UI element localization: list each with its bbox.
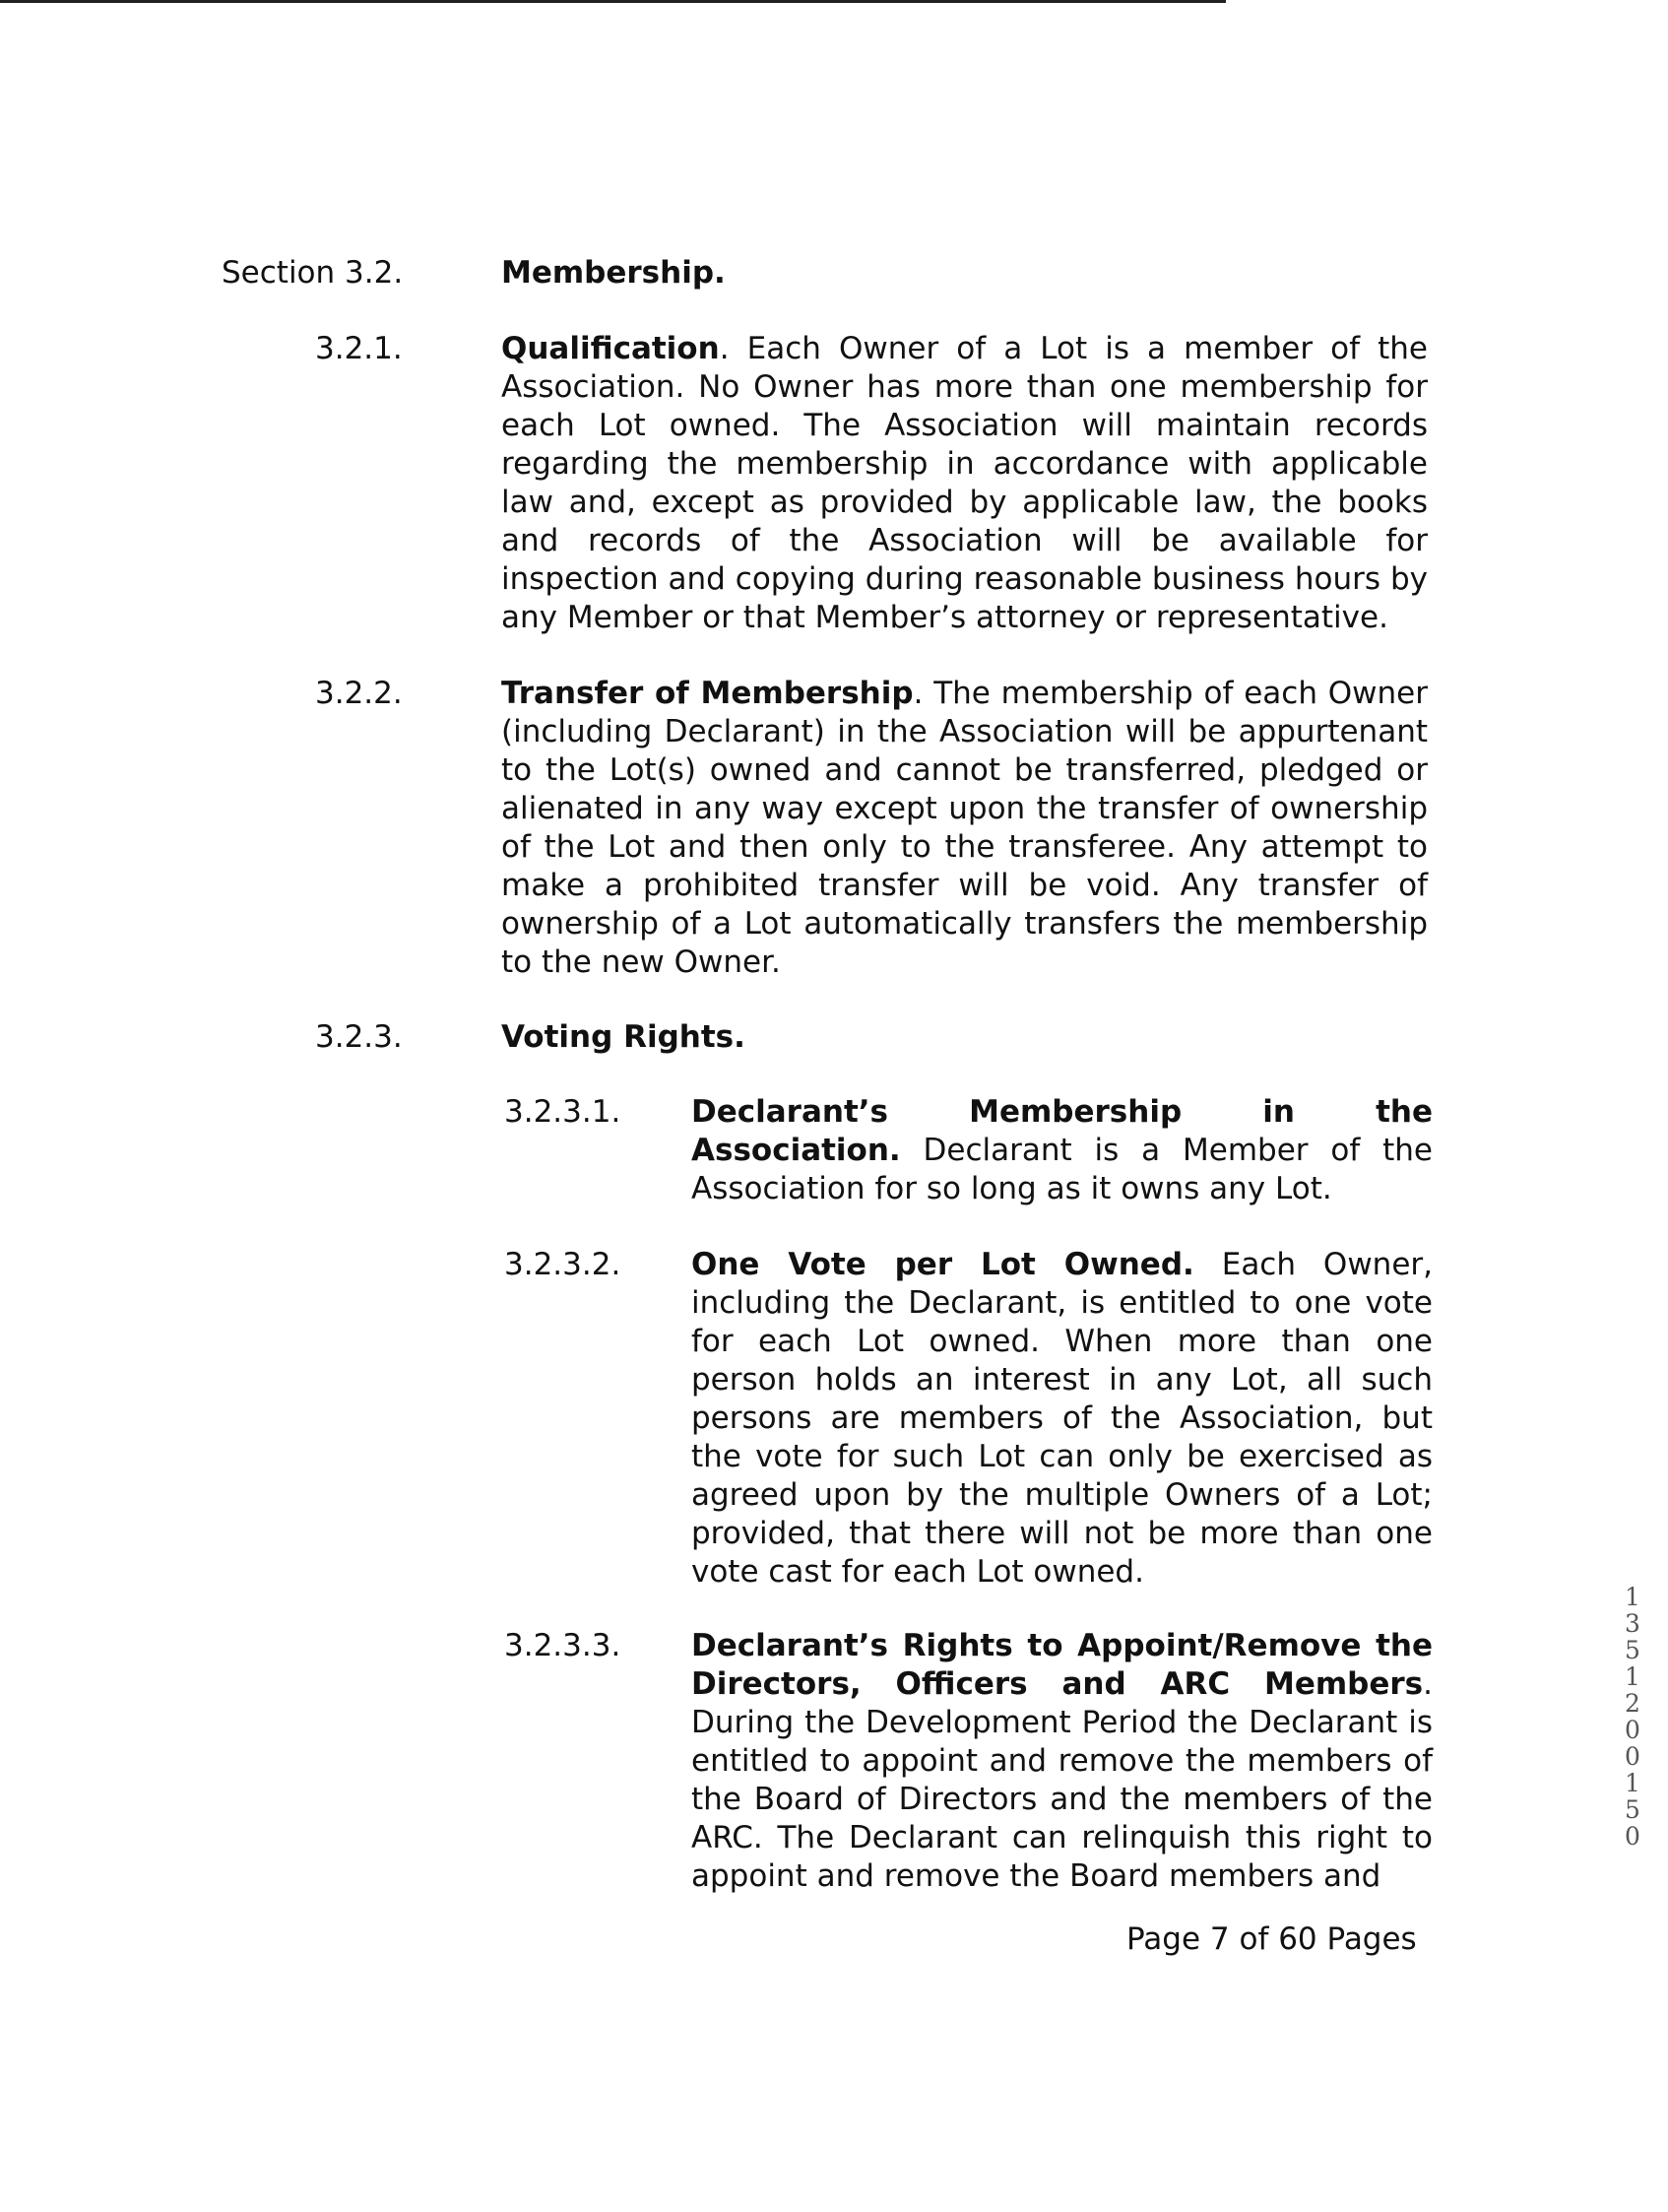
subsection-number: 3.2.2. xyxy=(315,676,403,711)
subsection-body: . Each Owner of a Lot is a member of the Association. No Owner has more than one membership for each Lot owned. The Association will maintain records regarding the membership in accordance with applicable law and, except as provided by applicable law, the books and records of the Association will be available for inspection and copying during reasonable business hours by any Member or that Member’s attorney or representative. xyxy=(501,331,1428,635)
item-heading: One Vote per Lot Owned. xyxy=(691,1247,1194,1282)
item-heading: Declarant’s Membership in the Association. xyxy=(691,1094,1433,1168)
item-number: 3.2.3.3. xyxy=(504,1628,621,1663)
subsection-qualification xyxy=(501,330,1428,637)
item-body: . During the Development Period the Declarant is entitled to appoint and remove the members of the Board of Directors and the members of the ARC. The Declarant can relinquish this right to appoint and remove the Board members and xyxy=(691,1666,1433,1894)
subsection-heading: Transfer of Membership xyxy=(501,676,914,711)
item-declarant-rights xyxy=(691,1627,1433,1896)
recording-stamp: 13512 00150 xyxy=(1625,1583,1640,1851)
item-body: Declarant is a Member of the Association for so long as it owns any Lot. xyxy=(691,1133,1433,1206)
item-number: 3.2.3.2. xyxy=(504,1247,621,1282)
scan-edge-line xyxy=(0,0,1226,3)
subsection-body: . The membership of each Owner (including Declarant) in the Association will be appurtenant to the Lot(s) owned and cannot be transferred, pledged or alienated in any way except upon the transfer of ownership of the Lot and then only to the transferee. Any attempt to make a prohibited transfer will be void. Any transfer of ownership of a Lot automatically transfers the membership to the new Owner. xyxy=(501,676,1428,980)
subsection-number: 3.2.3. xyxy=(315,1019,403,1055)
subsection-number: 3.2.1. xyxy=(315,331,403,366)
item-body: Each Owner, including the Declarant, is entitled to one vote for each Lot owned. When more than one person holds an interest in any Lot, all such persons are members of the Association, but the vote for such Lot can only be exercised as agreed upon by the multiple Owners of a Lot; provided, that there will not be more than one vote cast for each Lot owned. xyxy=(691,1247,1434,1590)
subsection-heading: Voting Rights. xyxy=(501,1019,745,1055)
item-heading: Declarant’s Rights to Appoint/Remove the Directors, Officers and ARC Members xyxy=(691,1628,1433,1702)
item-declarant-membership xyxy=(691,1093,1433,1208)
subsection-transfer xyxy=(501,675,1428,982)
section-title: Membership. xyxy=(501,255,726,291)
item-one-vote xyxy=(691,1246,1433,1592)
section-label: Section 3.2. xyxy=(222,255,404,291)
item-number: 3.2.3.1. xyxy=(504,1094,621,1130)
page-number: Page 7 of 60 Pages xyxy=(1126,1921,1417,1957)
subsection-heading: Qualification xyxy=(501,331,720,366)
